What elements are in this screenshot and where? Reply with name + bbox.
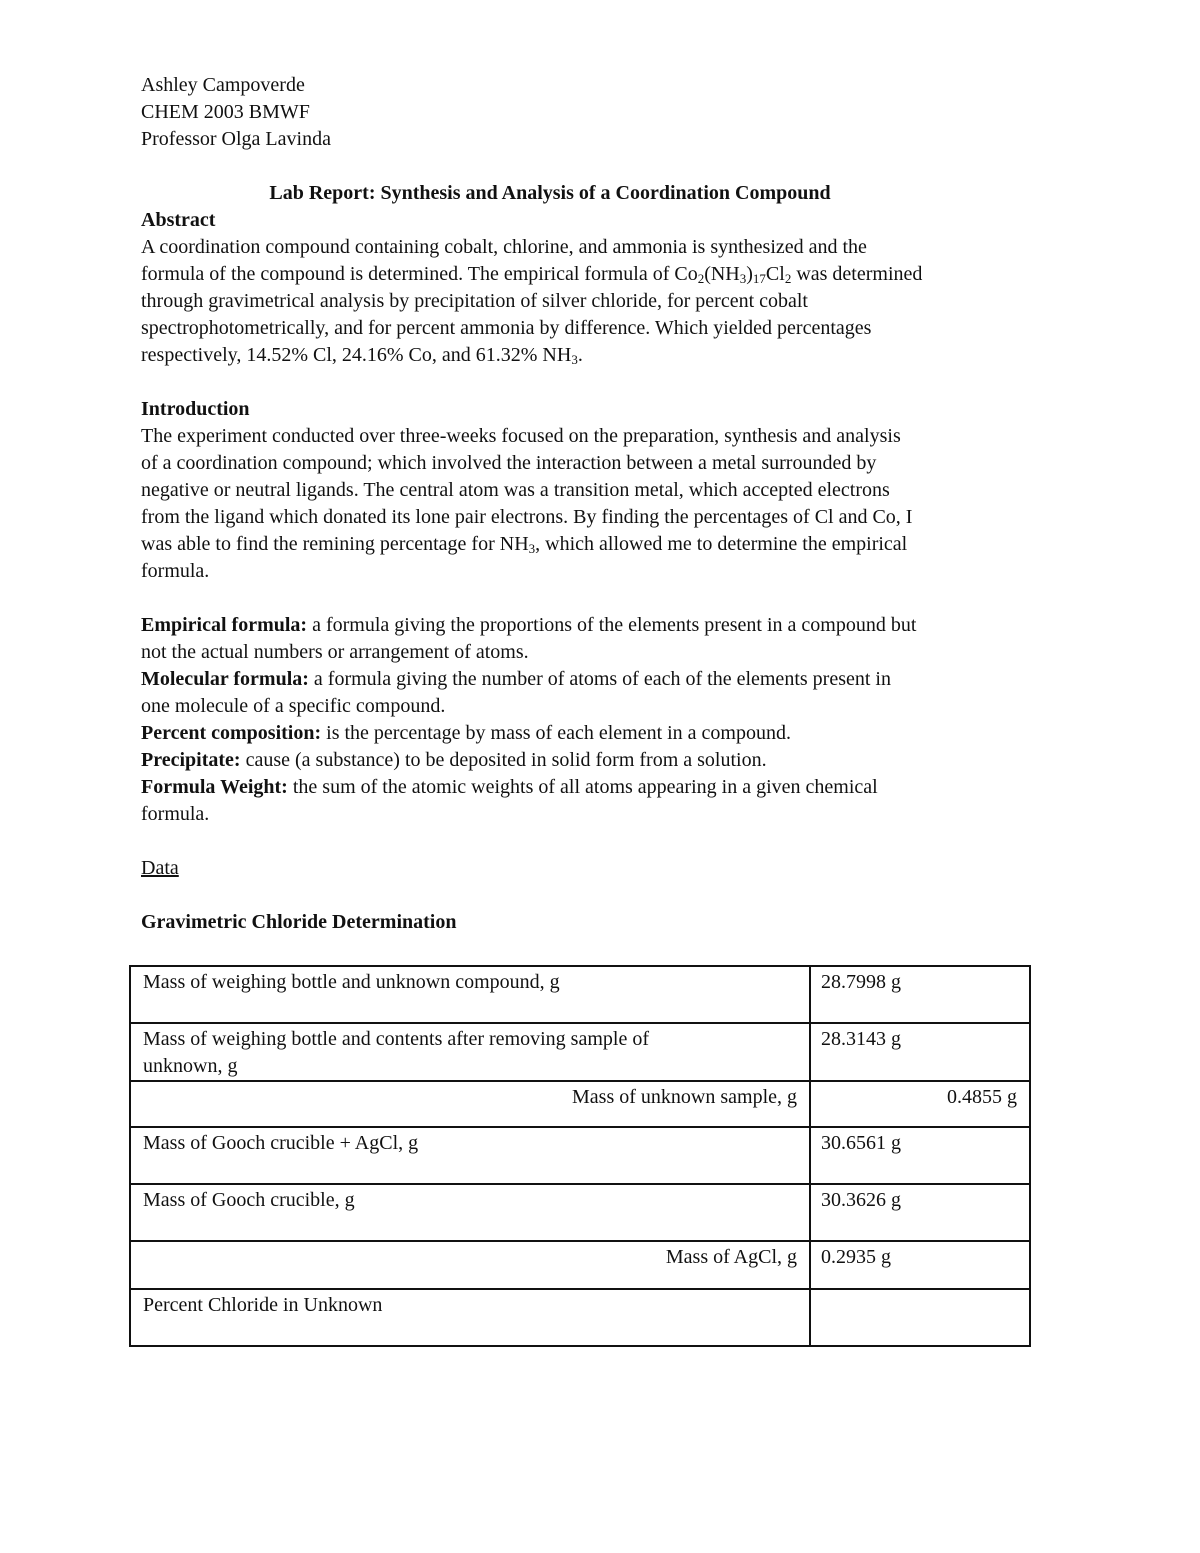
abstract-text: was determined [791,263,923,285]
spacer [141,585,1066,612]
abstract-line [141,342,1066,369]
definition-formula-weight [141,774,1066,801]
abstract-text: Cl [765,263,785,285]
definition-precipitate [141,747,1066,774]
definition-term: Molecular formula: [141,668,309,690]
introduction-heading: Introduction [141,398,250,420]
abstract-text: . [577,344,583,366]
introduction-paragraph [141,423,1066,585]
row-label: Mass of Gooch crucible, g [130,1184,810,1241]
table-row [130,1023,1030,1081]
introduction-line: from the ligand which donated its lone pair electrons. By finding the percentages of Cl and Co, I [141,506,913,528]
subscript: 17 [752,271,766,286]
row-label [130,1023,810,1081]
course-code: CHEM 2003 BMWF [141,101,310,123]
definition-text: a formula giving the number of atoms of each of the elements present in [308,668,891,690]
table-row [130,966,1030,1023]
abstract-text: formula of the compound is determined. The empirical formula of Co [141,263,698,285]
introduction-line: The experiment conducted over three-weeks focused on the preparation, synthesis and analysis [141,425,901,447]
definition-term: Empirical formula: [141,614,308,636]
introduction-text: was able to find the remining percentage for NH [141,533,529,555]
table-row [130,1081,1030,1127]
definition-empirical-formula [141,612,1066,639]
abstract-line [141,261,1066,288]
table-title: Gravimetric Chloride Determination [141,911,457,933]
abstract-paragraph [141,234,1066,369]
subscript: 3 [528,541,536,556]
abstract-line: spectrophotometrically, and for percent ammonia by difference. Which yielded percentages [141,317,872,339]
professor-name: Professor Olga Lavinda [141,128,331,150]
spacer [141,369,1066,396]
row-label: Mass of Gooch crucible + AgCl, g [130,1127,810,1184]
definition-term: Percent composition: [141,722,322,744]
row-value: 0.2935 g [810,1241,1030,1289]
spacer [141,882,1066,909]
abstract-text: respectively, 14.52% Cl, 24.16% Co, and 61.32% NH [141,344,572,366]
introduction-line: formula. [141,560,210,582]
document-body [141,72,1066,936]
spacer [141,828,1066,855]
abstract-line: A coordination compound containing cobalt, chlorine, and ammonia is synthesized and the [141,236,867,258]
table-row [130,1289,1030,1346]
row-label: Mass of AgCl, g [130,1241,810,1289]
row-value [810,1289,1030,1346]
introduction-line: of a coordination compound; which involved the interaction between a metal surrounded by [141,452,877,474]
table-row [130,1127,1030,1184]
definitions-list [141,612,1066,828]
author-name: Ashley Campoverde [141,74,305,96]
introduction-line: negative or neutral ligands. The central atom was a transition metal, which accepted electrons [141,479,890,501]
subscript: 3 [571,352,578,367]
abstract-text: (NH [704,263,740,285]
introduction-text: , which allowed me to determine the empirical [535,533,908,555]
row-label: Mass of unknown sample, g [130,1081,810,1127]
row-value: 30.6561 g [810,1127,1030,1184]
definition-term: Precipitate: [141,749,241,771]
subscript: 2 [697,271,705,286]
definition-text: a formula giving the proportions of the elements present in a compound but [307,614,917,636]
table-row [130,1184,1030,1241]
definition-molecular-formula [141,666,1066,693]
table-row [130,1241,1030,1289]
introduction-line [141,531,1066,558]
abstract-line: through gravimetrical analysis by precipitation of silver chloride, for percent cobalt [141,290,808,312]
abstract-text: ) [746,263,753,285]
abstract-heading: Abstract [141,209,216,231]
subscript: 2 [784,271,792,286]
row-label-line: unknown, g [143,1055,238,1077]
row-value: 28.3143 g [810,1023,1030,1081]
row-label: Mass of weighing bottle and unknown compound, g [130,966,810,1023]
row-label: Percent Chloride in Unknown [130,1289,810,1346]
definition-continuation: formula. [141,803,210,825]
row-label-line: Mass of weighing bottle and contents after removing sample of [143,1028,649,1050]
definition-continuation: not the actual numbers or arrangement of atoms. [141,641,529,663]
definition-continuation: one molecule of a specific compound. [141,695,446,717]
definition-text: cause (a substance) to be deposited in solid form from a solution. [240,749,767,771]
definition-term: Formula Weight: [141,776,288,798]
row-value: 28.7998 g [810,966,1030,1023]
row-value: 30.3626 g [810,1184,1030,1241]
row-value: 0.4855 g [810,1081,1030,1127]
definition-text: the sum of the atomic weights of all atoms appearing in a given chemical [287,776,878,798]
definition-text: is the percentage by mass of each element in a compound. [321,722,791,744]
chloride-data-table [129,965,1031,1347]
data-section-label: Data [141,857,179,879]
report-title: Lab Report: Synthesis and Analysis of a Coordination Compound [269,182,831,204]
definition-percent-composition [141,720,1066,747]
subscript: 3 [739,271,747,286]
